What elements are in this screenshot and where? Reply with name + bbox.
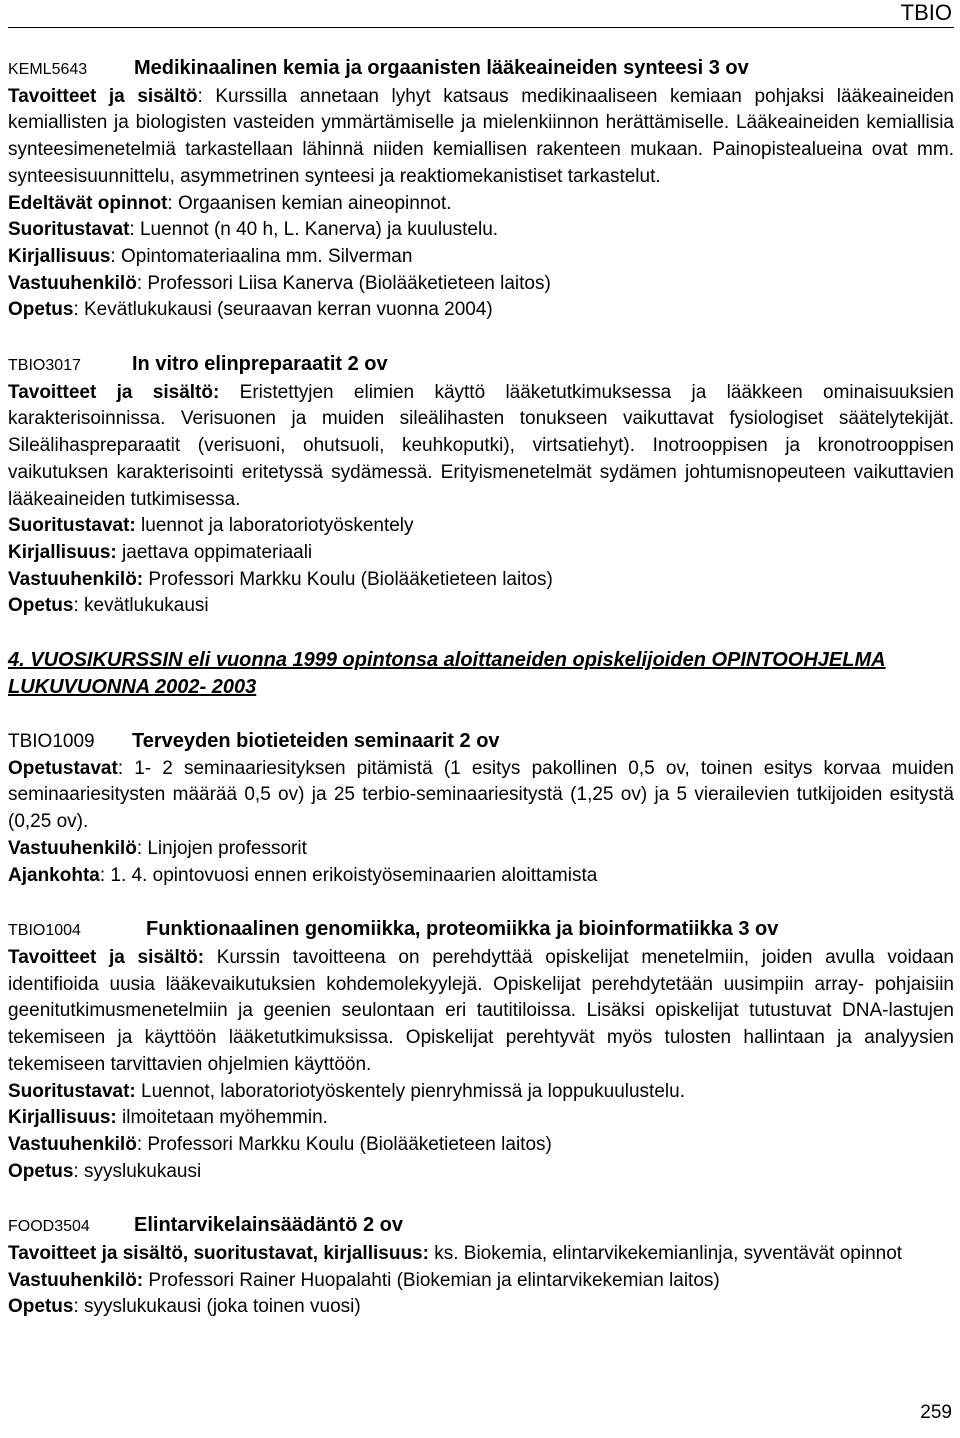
- field-text: : Orgaanisen kemian aineopinnot.: [167, 192, 452, 214]
- field-label: Opetus: [8, 1296, 74, 1318]
- field-text: jaettava oppimateriaali: [116, 541, 313, 563]
- course-responsible: [8, 567, 954, 594]
- course-responsible: [8, 1132, 954, 1159]
- course-responsible: [8, 1268, 954, 1295]
- section-heading: 4. VUOSIKURSSIN eli vuonna 1999 opintonsa aloittaneiden opiskelijoiden OPINTOOHJELMA LUKUVUONNA 2002- 2003: [8, 649, 886, 699]
- course-literature: [8, 1105, 954, 1132]
- field-label: Suoritustavat:: [8, 1080, 136, 1102]
- field-text: Professori Rainer Huopalahti (Biokemian ja elintarvikekemian laitos): [143, 1269, 720, 1291]
- field-text: : Opintomateriaalina mm. Silverman: [110, 245, 413, 267]
- field-text: Luennot, laboratoriotyöskentely pienryhmissä ja loppukuulustelu.: [135, 1080, 685, 1102]
- course-responsible: [8, 271, 954, 298]
- course-teaching: [8, 593, 954, 620]
- field-text: Kurssin tavoitteena on perehdyttää opiskelijat menetelmiin, joiden avulla voidaan identifioida uusia lääkevaikutuksien kohdemolekyylejä. Opiskelijat perehdytetään uusimpiin array- pohjaisiin geenitutkimusmenetelmiin ja geenien seulontaan eri tautitiloissa. Lisäksi opiskelijat tutustuvat DNA-lastujen tekemiseen ja käyttöön lääketutkimuksissa. Opiskelijat perehtyvät myös tulosten hallintaan ja analyysien tekemiseen tarvittavien ohjelmien käyttöön.: [8, 946, 954, 1075]
- spacer: [8, 620, 954, 647]
- field-text: Eristettyjen elimien käyttö lääketutkimuksessa ja lääkkeen ominaisuuksien karakterisoinnissa. Verisuonen ja muiden sileälihasten tonukseen vaikuttavat fysiologiset säätelytekijät. Sileälihaspreparaatit (verisuoni, ohutsuoli, keuhkoputki), virtsatiehyt). Inotrooppisen ja kronotrooppisen vaikutuksen karakterisointi eritetyssä sydämessä. Erityismenetelmät sydämen johtumisnopeuteen vaikuttavien lääkeaineiden tutkimisessa.: [8, 381, 954, 510]
- course-prerequisites: [8, 191, 954, 218]
- header-rule: [8, 27, 954, 28]
- field-label: Suoritustavat: [8, 219, 130, 241]
- field-label: Vastuuhenkilö: [8, 272, 137, 294]
- course-teaching-style: [8, 756, 954, 836]
- field-text: : kevätlukukausi: [73, 595, 209, 617]
- field-text: : Linjojen professorit: [136, 837, 307, 859]
- course-method: [8, 217, 954, 244]
- field-label: Suoritustavat:: [8, 515, 136, 537]
- course-title: In vitro elinpreparaatit 2 ov: [132, 353, 388, 376]
- field-label: Tavoitteet ja sisältö:: [8, 381, 220, 403]
- field-label: Opetus: [8, 595, 74, 617]
- field-text: : syyslukukausi: [73, 1160, 202, 1182]
- spacer: [8, 701, 954, 728]
- course-method: [8, 513, 954, 540]
- course-teaching: [8, 1294, 954, 1321]
- course-goals: [8, 945, 954, 1079]
- field-label: Tavoitteet ja sisältö: [8, 85, 198, 107]
- course-literature: [8, 244, 954, 271]
- spacer: [8, 324, 954, 351]
- field-label: Tavoitteet ja sisältö, suoritustavat, kirjallisuus:: [8, 1243, 429, 1265]
- field-label: Ajankohta: [8, 864, 100, 886]
- field-label: Opetustavat: [8, 757, 118, 779]
- field-text: : Professori Liisa Kanerva (Biolääketieteen laitos): [136, 272, 551, 294]
- field-text: Professori Markku Koulu (Biolääketieteen laitos): [143, 568, 553, 590]
- course-title: Terveyden biotieteiden seminaarit 2 ov: [132, 730, 500, 753]
- course-code: TBIO1009: [8, 731, 95, 753]
- course-goals: [8, 380, 954, 514]
- field-text: ks. Biokemia, elintarvikekemianlinja, syventävät opinnot: [428, 1243, 903, 1265]
- field-label: Kirjallisuus: [8, 245, 111, 267]
- course-title: Funktionaalinen genomiikka, proteomiikka ja bioinformatiikka 3 ov: [146, 918, 779, 941]
- course-schedule: [8, 863, 954, 890]
- field-text: : 1. 4. opintovuosi ennen erikoistyöseminaarien aloittamista: [99, 864, 598, 886]
- course-title-row: [8, 728, 954, 756]
- field-text: : 1- 2 seminaariesityksen pitämistä (1 esitys pakollinen 0,5 ov, toinen esitys korvaa muiden seminaariesitysten määrää 0,5 ov) ja 25 terbio-seminaariesitystä (1,25 ov) ja 5 vierailevien tutkijoiden esitystä (0,25 ov).: [8, 757, 954, 833]
- header-label: TBIO: [900, 0, 952, 25]
- field-text: : Luennot (n 40 h, L. Kanerva) ja kuulustelu.: [129, 219, 499, 241]
- field-label: Vastuuhenkilö: [8, 1133, 137, 1155]
- course-title: Medikinaalinen kemia ja orgaanisten lääkeaineiden synteesi 3 ov: [134, 57, 749, 79]
- course-teaching: [8, 297, 954, 324]
- course-method: [8, 1079, 954, 1106]
- course-literature: [8, 540, 954, 567]
- field-text: luennot ja laboratoriotyöskentely: [135, 515, 414, 537]
- course-teaching: [8, 1159, 954, 1186]
- course-goals: [8, 1241, 954, 1268]
- field-label: Kirjallisuus:: [8, 541, 117, 563]
- course-code: TBIO1004: [8, 922, 81, 940]
- field-label: Vastuuhenkilö: [8, 837, 137, 859]
- field-label: Edeltävät opinnot: [8, 192, 168, 214]
- field-text: : Kevätlukukausi (seuraavan kerran vuonna 2004): [73, 299, 493, 321]
- field-label: Opetus: [8, 299, 74, 321]
- page-body: [8, 55, 954, 1321]
- course-title-row: [8, 351, 954, 380]
- field-label: Kirjallisuus:: [8, 1107, 117, 1129]
- field-text: : Kurssilla annetaan lyhyt katsaus medikinaaliseen kemiaan pohjaksi lääkeaineiden kemiallisten ja biologisten vasteiden ymmärtämiselle ja mielenkiinnon herättämiselle. Lääkeaineiden kemiallisia synteesimenetelmiä tarkastellaan lähinnä niiden kemiallisen rakenteen mukaan. Painopistealueina ovat mm. synteesisuunnittelu, asymmetrinen synteesi ja reaktiomekanistiset tarkastelut.: [8, 85, 954, 187]
- course-code: TBIO3017: [8, 357, 81, 375]
- field-label: Opetus: [8, 1160, 74, 1182]
- field-label: Vastuuhenkilö:: [8, 1269, 144, 1291]
- field-text: : syyslukukausi (joka toinen vuosi): [73, 1296, 361, 1318]
- course-title-row: [8, 916, 954, 945]
- page-number: 259: [920, 1402, 952, 1423]
- field-text: : Professori Markku Koulu (Biolääketieteen laitos): [136, 1133, 552, 1155]
- course-responsible: [8, 836, 954, 863]
- course-title-row: [8, 55, 954, 84]
- field-text: ilmoitetaan myöhemmin.: [116, 1107, 328, 1129]
- spacer: [8, 889, 954, 916]
- spacer: [8, 1185, 954, 1212]
- course-goals: [8, 84, 954, 191]
- course-title: Elintarvikelainsäädäntö 2 ov: [134, 1214, 403, 1237]
- course-code: KEML5643: [8, 61, 88, 78]
- field-label: Vastuuhenkilö:: [8, 568, 144, 590]
- course-code: FOOD3504: [8, 1218, 90, 1236]
- field-label: Tavoitteet ja sisältö:: [8, 946, 205, 968]
- course-title-row: [8, 1212, 954, 1241]
